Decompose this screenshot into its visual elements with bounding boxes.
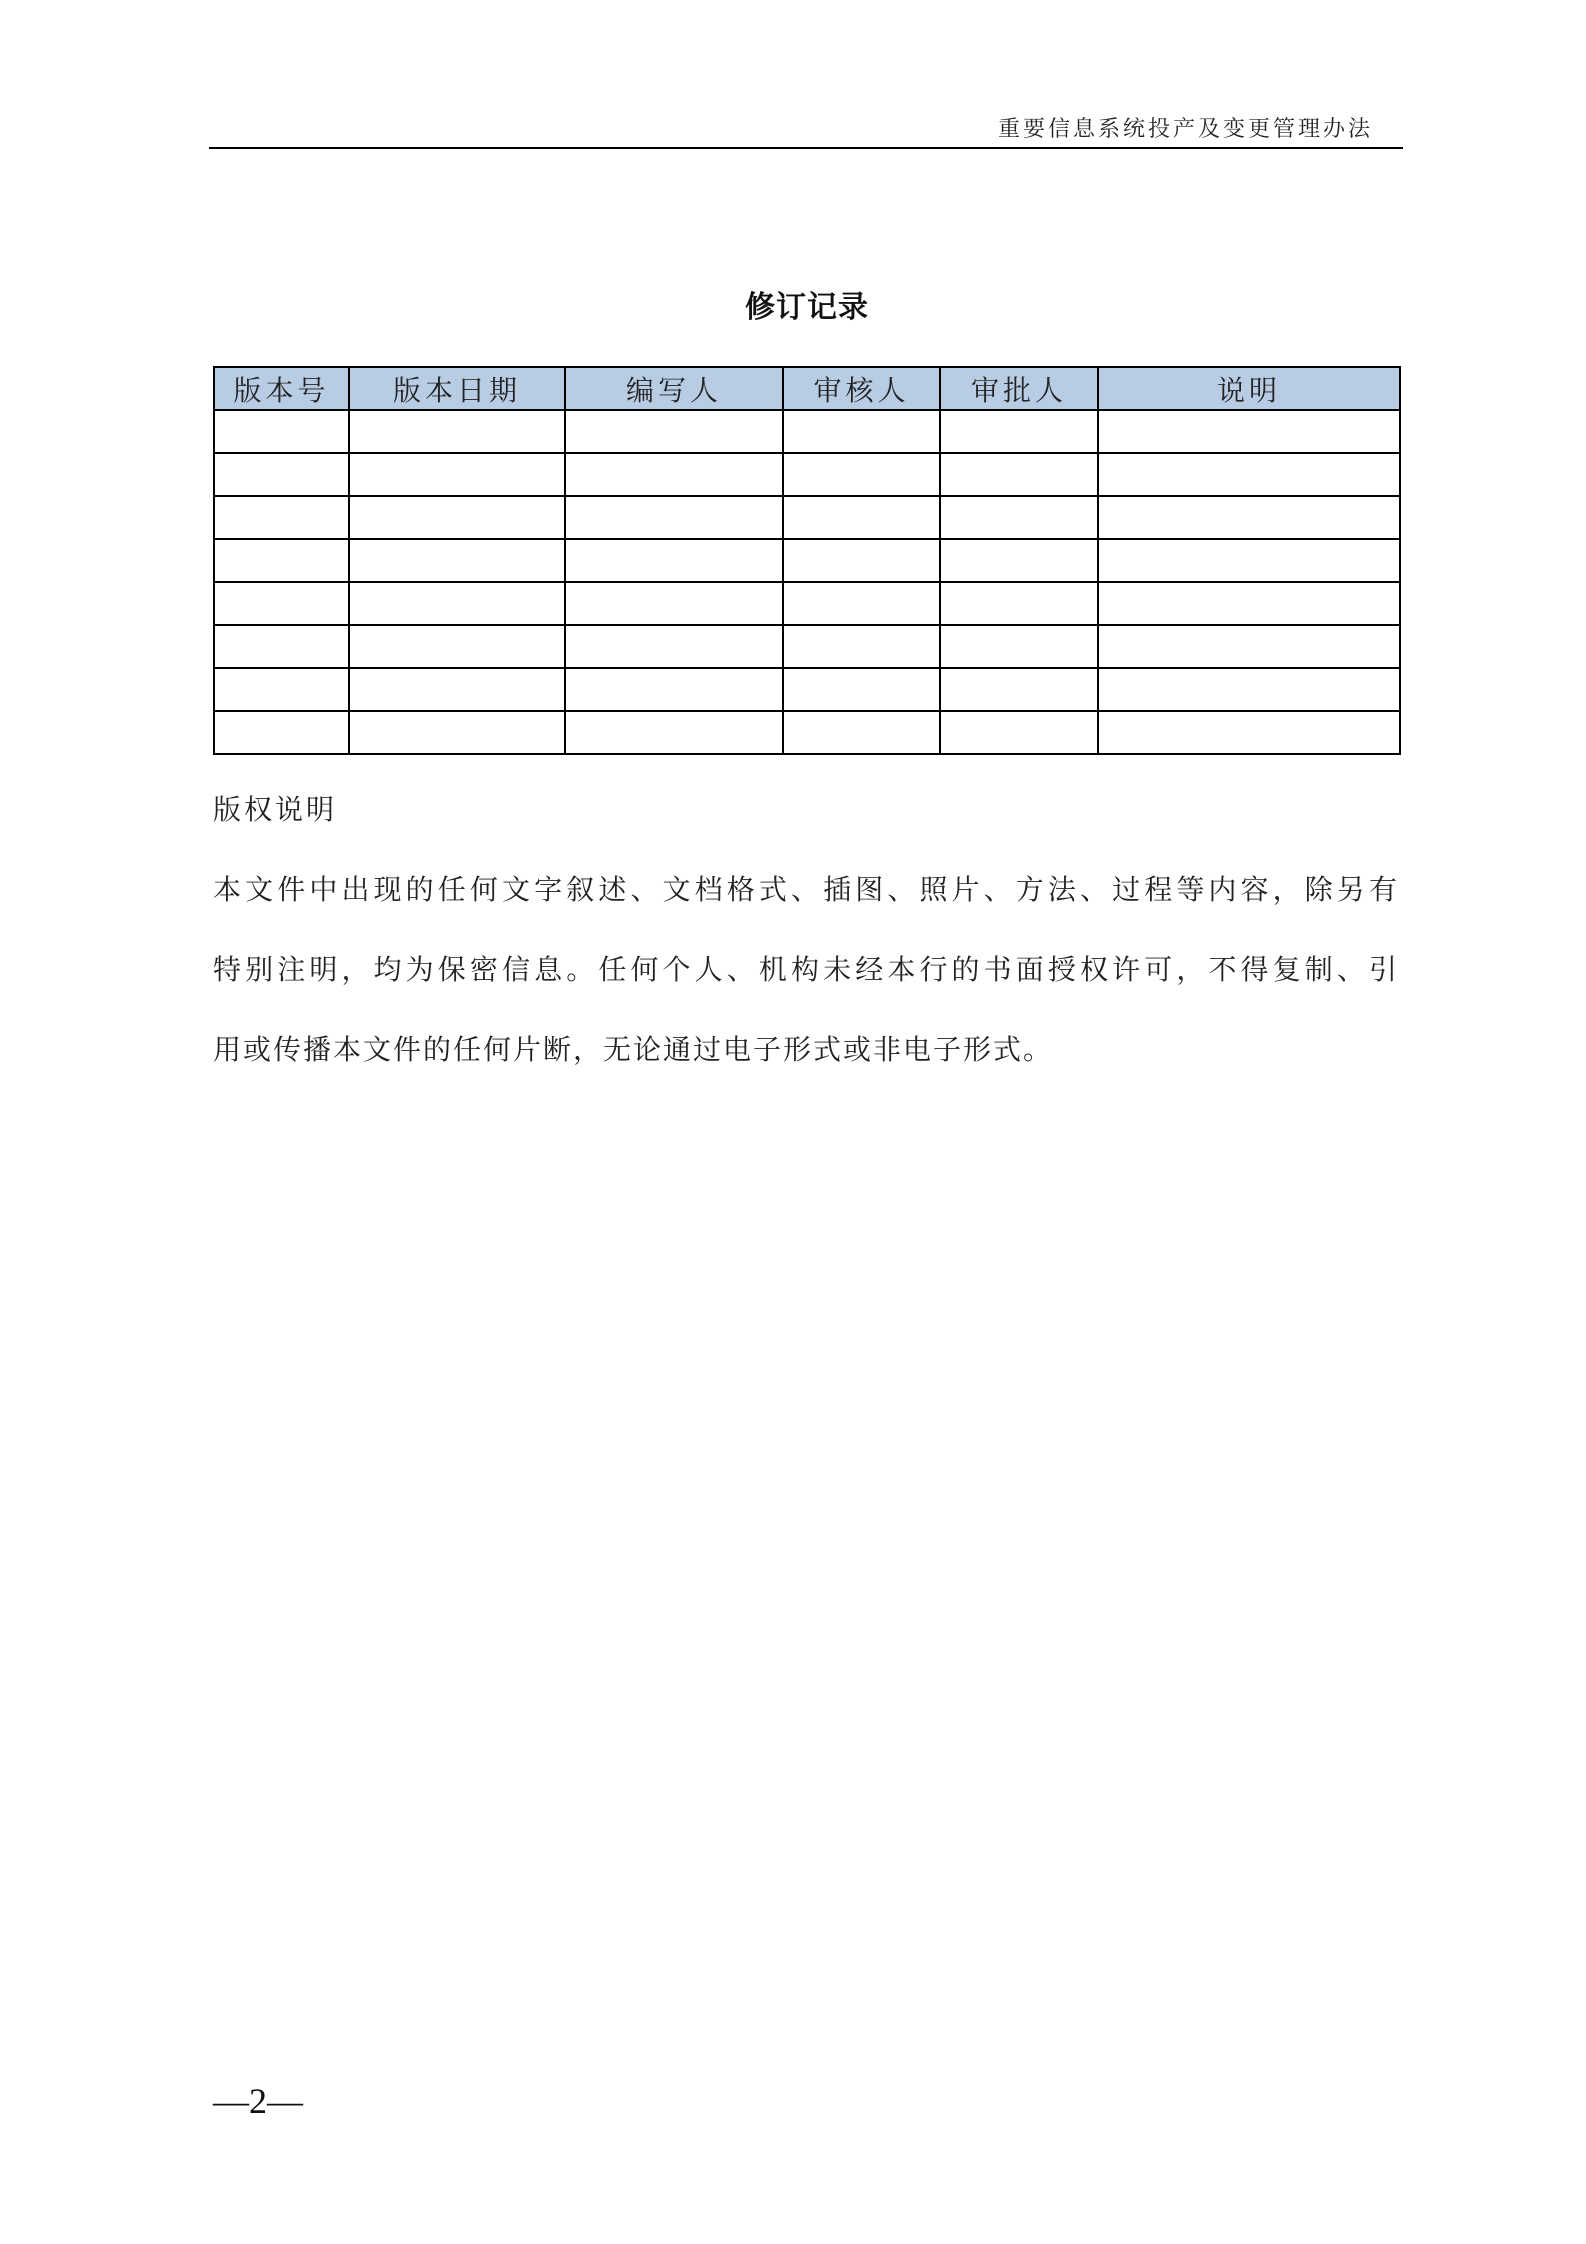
table-cell: [349, 668, 565, 711]
copyright-line: 特别注明，均为保密信息。任何个人、机构未经本行的书面授权许可，不得复制、引: [213, 953, 1399, 986]
copyright-line: 用或传播本文件的任何片断，无论通过电子形式或非电子形式。: [213, 1033, 1054, 1066]
column-header-author: 编写人: [565, 367, 783, 410]
running-header-title: 重要信息系统投产及变更管理办法: [997, 117, 1373, 142]
column-header-reviewer: 审核人: [783, 367, 940, 410]
column-header-version-date: 版本日期: [349, 367, 565, 410]
table-cell: [349, 711, 565, 754]
table-cell: [214, 582, 349, 625]
table-cell: [940, 711, 1098, 754]
table-cell: [214, 496, 349, 539]
table-row: [214, 625, 1400, 668]
table-row: [214, 410, 1400, 453]
column-header-approver: 审批人: [940, 367, 1098, 410]
header-rule: [209, 147, 1403, 149]
copyright-line: 本文件中出现的任何文字叙述、文档格式、插图、照片、方法、过程等内容，除另有: [213, 873, 1399, 906]
table-cell: [783, 539, 940, 582]
table-cell: [940, 539, 1098, 582]
table-cell: [1098, 711, 1400, 754]
table-cell: [940, 625, 1098, 668]
table-cell: [940, 668, 1098, 711]
table-cell: [783, 711, 940, 754]
table-cell: [214, 668, 349, 711]
copyright-heading: 版权说明: [213, 793, 338, 826]
table-cell: [349, 582, 565, 625]
table-row: [214, 668, 1400, 711]
table-cell: [1098, 582, 1400, 625]
table-cell: [940, 496, 1098, 539]
table-cell: [940, 410, 1098, 453]
table-cell: [349, 625, 565, 668]
table-cell: [214, 711, 349, 754]
table-header-row: [214, 367, 1400, 410]
table-cell: [214, 453, 349, 496]
table-cell: [1098, 453, 1400, 496]
table-cell: [1098, 539, 1400, 582]
table-cell: [783, 410, 940, 453]
table-cell: [783, 453, 940, 496]
table-cell: [349, 496, 565, 539]
table-row: [214, 711, 1400, 754]
table-cell: [565, 539, 783, 582]
revision-table: [213, 366, 1401, 755]
table-row: [214, 539, 1400, 582]
revision-record-title: 修订记录: [745, 290, 869, 325]
column-header-description: 说明: [1098, 367, 1400, 410]
column-header-version: 版本号: [214, 367, 349, 410]
table-cell: [214, 625, 349, 668]
table-cell: [565, 625, 783, 668]
table-cell: [214, 539, 349, 582]
table-cell: [349, 410, 565, 453]
table-row: [214, 582, 1400, 625]
table-cell: [1098, 625, 1400, 668]
table-cell: [783, 496, 940, 539]
table-cell: [565, 668, 783, 711]
table-cell: [783, 582, 940, 625]
table-cell: [565, 453, 783, 496]
table-cell: [1098, 410, 1400, 453]
table-cell: [565, 711, 783, 754]
page-number: —2—: [213, 2081, 303, 2121]
table-cell: [1098, 668, 1400, 711]
table-cell: [783, 668, 940, 711]
table-cell: [940, 582, 1098, 625]
table-cell: [565, 496, 783, 539]
copyright-paragraph: [213, 868, 1399, 1108]
table-cell: [940, 453, 1098, 496]
table-cell: [565, 410, 783, 453]
table-row: [214, 453, 1400, 496]
table-cell: [783, 625, 940, 668]
table-row: [214, 496, 1400, 539]
table-cell: [349, 539, 565, 582]
table-cell: [214, 410, 349, 453]
table-cell: [349, 453, 565, 496]
table-cell: [1098, 496, 1400, 539]
table-cell: [565, 582, 783, 625]
